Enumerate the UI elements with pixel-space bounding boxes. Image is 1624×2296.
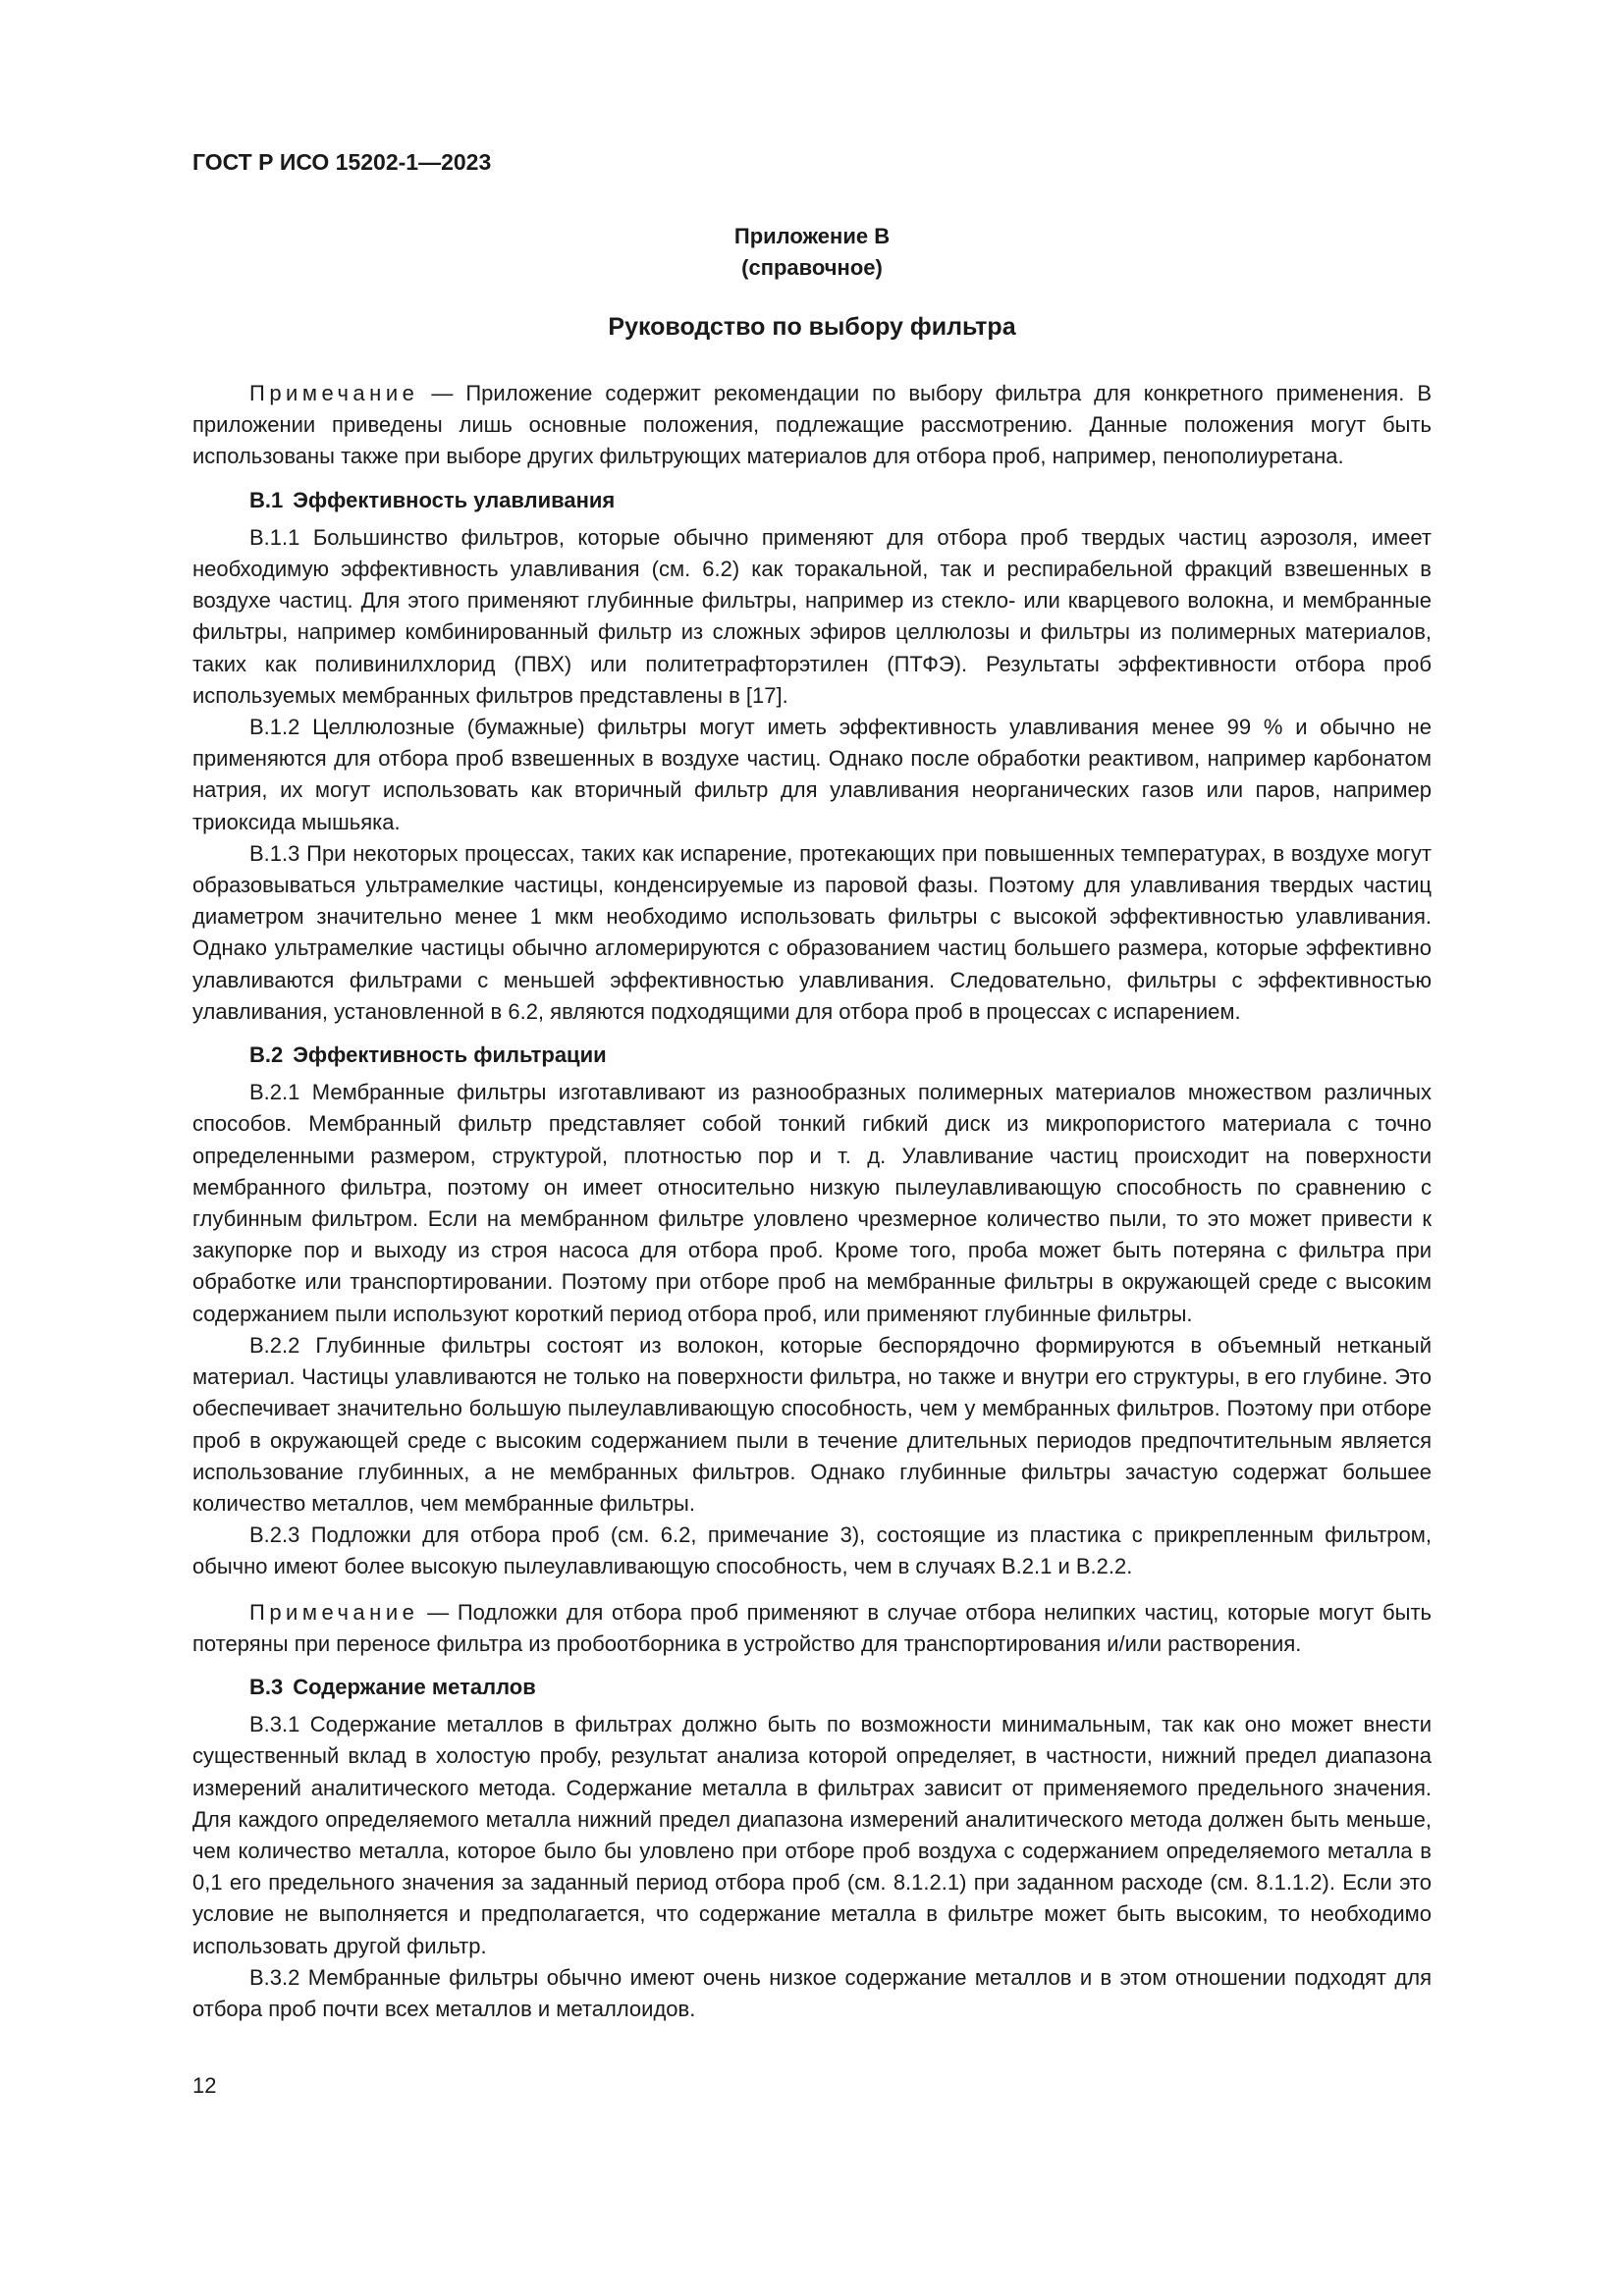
appendix-type: (справочное) — [741, 255, 883, 280]
paragraph-b1-3: В.1.3 При некоторых процессах, таких как испарение, протекающих при повышенных температурах, в воздухе могут образовываться ультрамелкие частицы, конденсируемые из паровой фазы. Поэтому для улавливания твердых частиц диаметром значительно менее 1 мкм необходимо использовать фильтры с высокой эффективностью улавливания. Однако ультрамелкие частицы обычно агломерируются с образованием частиц большего размера, которые эффективно улавливаются фильтрами с меньшей эффективностью улавливания. Следовательно, фильтры с эффективностью улавливания, установленной в 6.2, являются подходящими для отбора проб в процессах с испарением. — [192, 840, 1432, 1024]
section-title: Эффективность улавливания — [293, 487, 616, 512]
section-heading-b3 — [192, 1672, 1432, 1703]
section-number: В.2 — [249, 1042, 284, 1068]
paragraph-b2-2: В.2.2 Глубинные фильтры состоят из волокон, которые беспорядочно формируются в объемный нетканый материал. Частицы улавливаются не только на поверхности фильтра, но также и внутри его структуры, в его глубине. Это обеспечивает значительно большую пылеулавливающую способность, чем у мембранных фильтров. Поэтому при отборе проб в окружающей среде с высоким содержанием пыли в течение длительных периодов предпочтительным является использование глубинных, а не мембранных фильтров. Однако глубинные фильтры зачастую содержат большее количество металлов, чем мембранные фильтры. — [192, 1332, 1432, 1516]
appendix-title: Руководство по выбору фильтра — [608, 313, 1016, 341]
paragraph-b2-3: В.2.3 Подложки для отбора проб (см. 6.2, примечание 3), состоящие из пластика с прикрепленным фильтром, обычно имеют более высокую пылеулавливающую способность, чем в случаях В.2.1 и В.2.2. — [192, 1522, 1432, 1579]
paragraph-b1-1: В.1.1 Большинство фильтров, которые обычно применяют для отбора проб твердых частиц аэрозоля, имеет необходимую эффективность улавливания (см. 6.2) как торакальной, так и респирабельной фракций взвешенных в воздухе частиц. Для этого применяют глубинные фильтры, например из стекло- или кварцевого волокна, и мембранные фильтры, например комбинированный фильтр из сложных эфиров целлюлозы и фильтры из полимерных материалов, таких как поливинилхлорид (ПВХ) или политетрафторэтилен (ПТФЭ). Результаты эффективности отбора проб используемых мембранных фильтров представлены в [17]. — [192, 524, 1432, 708]
appendix-label: Приложение В — [733, 224, 891, 248]
note-text: — Приложение содержит рекомендации по выбору фильтра для конкретного применения. В приложении приведены лишь основные положения, подлежащие рассмотрению. Данные положения могут быть использованы также при выборе других фильтрующих материалов для отбора проб, например, пенополиуретана. — [192, 381, 1432, 469]
paragraph-b2-1: В.2.1 Мембранные фильтры изготавливают из разнообразных полимерных материалов множеством различных способов. Мембранный фильтр представляет собой тонкий гибкий диск из микропористого материала с точно определенными размером, структурой, плотностью пор и т. д. Улавливание частиц происходит на поверхности мембранного фильтра, поэтому он имеет относительно низкую пылеулавливающую способность по сравнению с глубинным фильтром. Если на мембранном фильтре уловлено чрезмерное количество пыли, то это может привести к закупорке пор и выходу из строя насоса для отбора проб. Кроме того, проба может быть потеряна с фильтра при обработке или транспортировании. Поэтому при отборе проб на мембранные фильтры в окружающей среде с высоким содержанием пыли используют короткий период отбора проб, или применяют глубинные фильтры. — [192, 1080, 1432, 1326]
section-title: Содержание металлов — [293, 1674, 536, 1699]
note-text: — Подложки для отбора проб применяют в случае отбора нелипких частиц, которые могут быть потеряны при переносе фильтра из пробоотборника в устройство для транспортирования и/или растворения. — [192, 1599, 1432, 1656]
paragraph-b1-2: В.1.2 Целлюлозные (бумажные) фильтры могут иметь эффективность улавливания менее 99 % и обычно не применяются для отбора проб взвешенных в воздухе частиц. Однако после обработки реактивом, например карбонатом натрия, их могут использовать как вторичный фильтр для улавливания неорганических газов или паров, например триоксида мышьяка. — [192, 715, 1432, 834]
page-content — [192, 221, 1432, 2025]
standard-designation: ГОСТ Р ИСО 15202-1—2023 — [192, 149, 492, 175]
paragraph-b3-2: В.3.2 Мембранные фильтры обычно имеют очень низкое содержание металлов и в этом отношении подходят для отбора проб почти всех металлов и металлоидов. — [192, 1964, 1432, 2021]
section-title: Эффективность фильтрации — [293, 1042, 607, 1068]
section-number: В.1 — [249, 487, 284, 512]
note-b2 — [192, 1597, 1432, 1660]
intro-note — [192, 378, 1432, 473]
note-label: Примечание — [249, 381, 419, 405]
section-number: В.3 — [249, 1674, 284, 1699]
paragraph-b3-1: В.3.1 Содержание металлов в фильтрах должно быть по возможности минимальным, так как оно может внести существенный вклад в холостую пробу, результат анализа которой определяет, в частности, нижний предел диапазона измерений аналитического метода. Содержание металла в фильтрах зависит от применяемого предельного значения. Для каждого определяемого металла нижний предел диапазона измерений аналитического метода должен быть меньше, чем количество металла, которое было бы уловлено при отборе проб воздуха с содержанием определяемого металла в 0,1 его предельного значения за заданный период отбора проб (см. 8.1.2.1) при заданном расходе (см. 8.1.1.2). Если это условие не выполняется и предполагается, что содержание металла в фильтре может быть высоким, то необходимо использовать другой фильтр. — [192, 1712, 1432, 1958]
note-label: Примечание — [249, 1599, 419, 1625]
page-number: 12 — [192, 2073, 217, 2098]
section-heading-b1 — [192, 485, 1432, 516]
section-heading-b2 — [192, 1040, 1432, 1071]
